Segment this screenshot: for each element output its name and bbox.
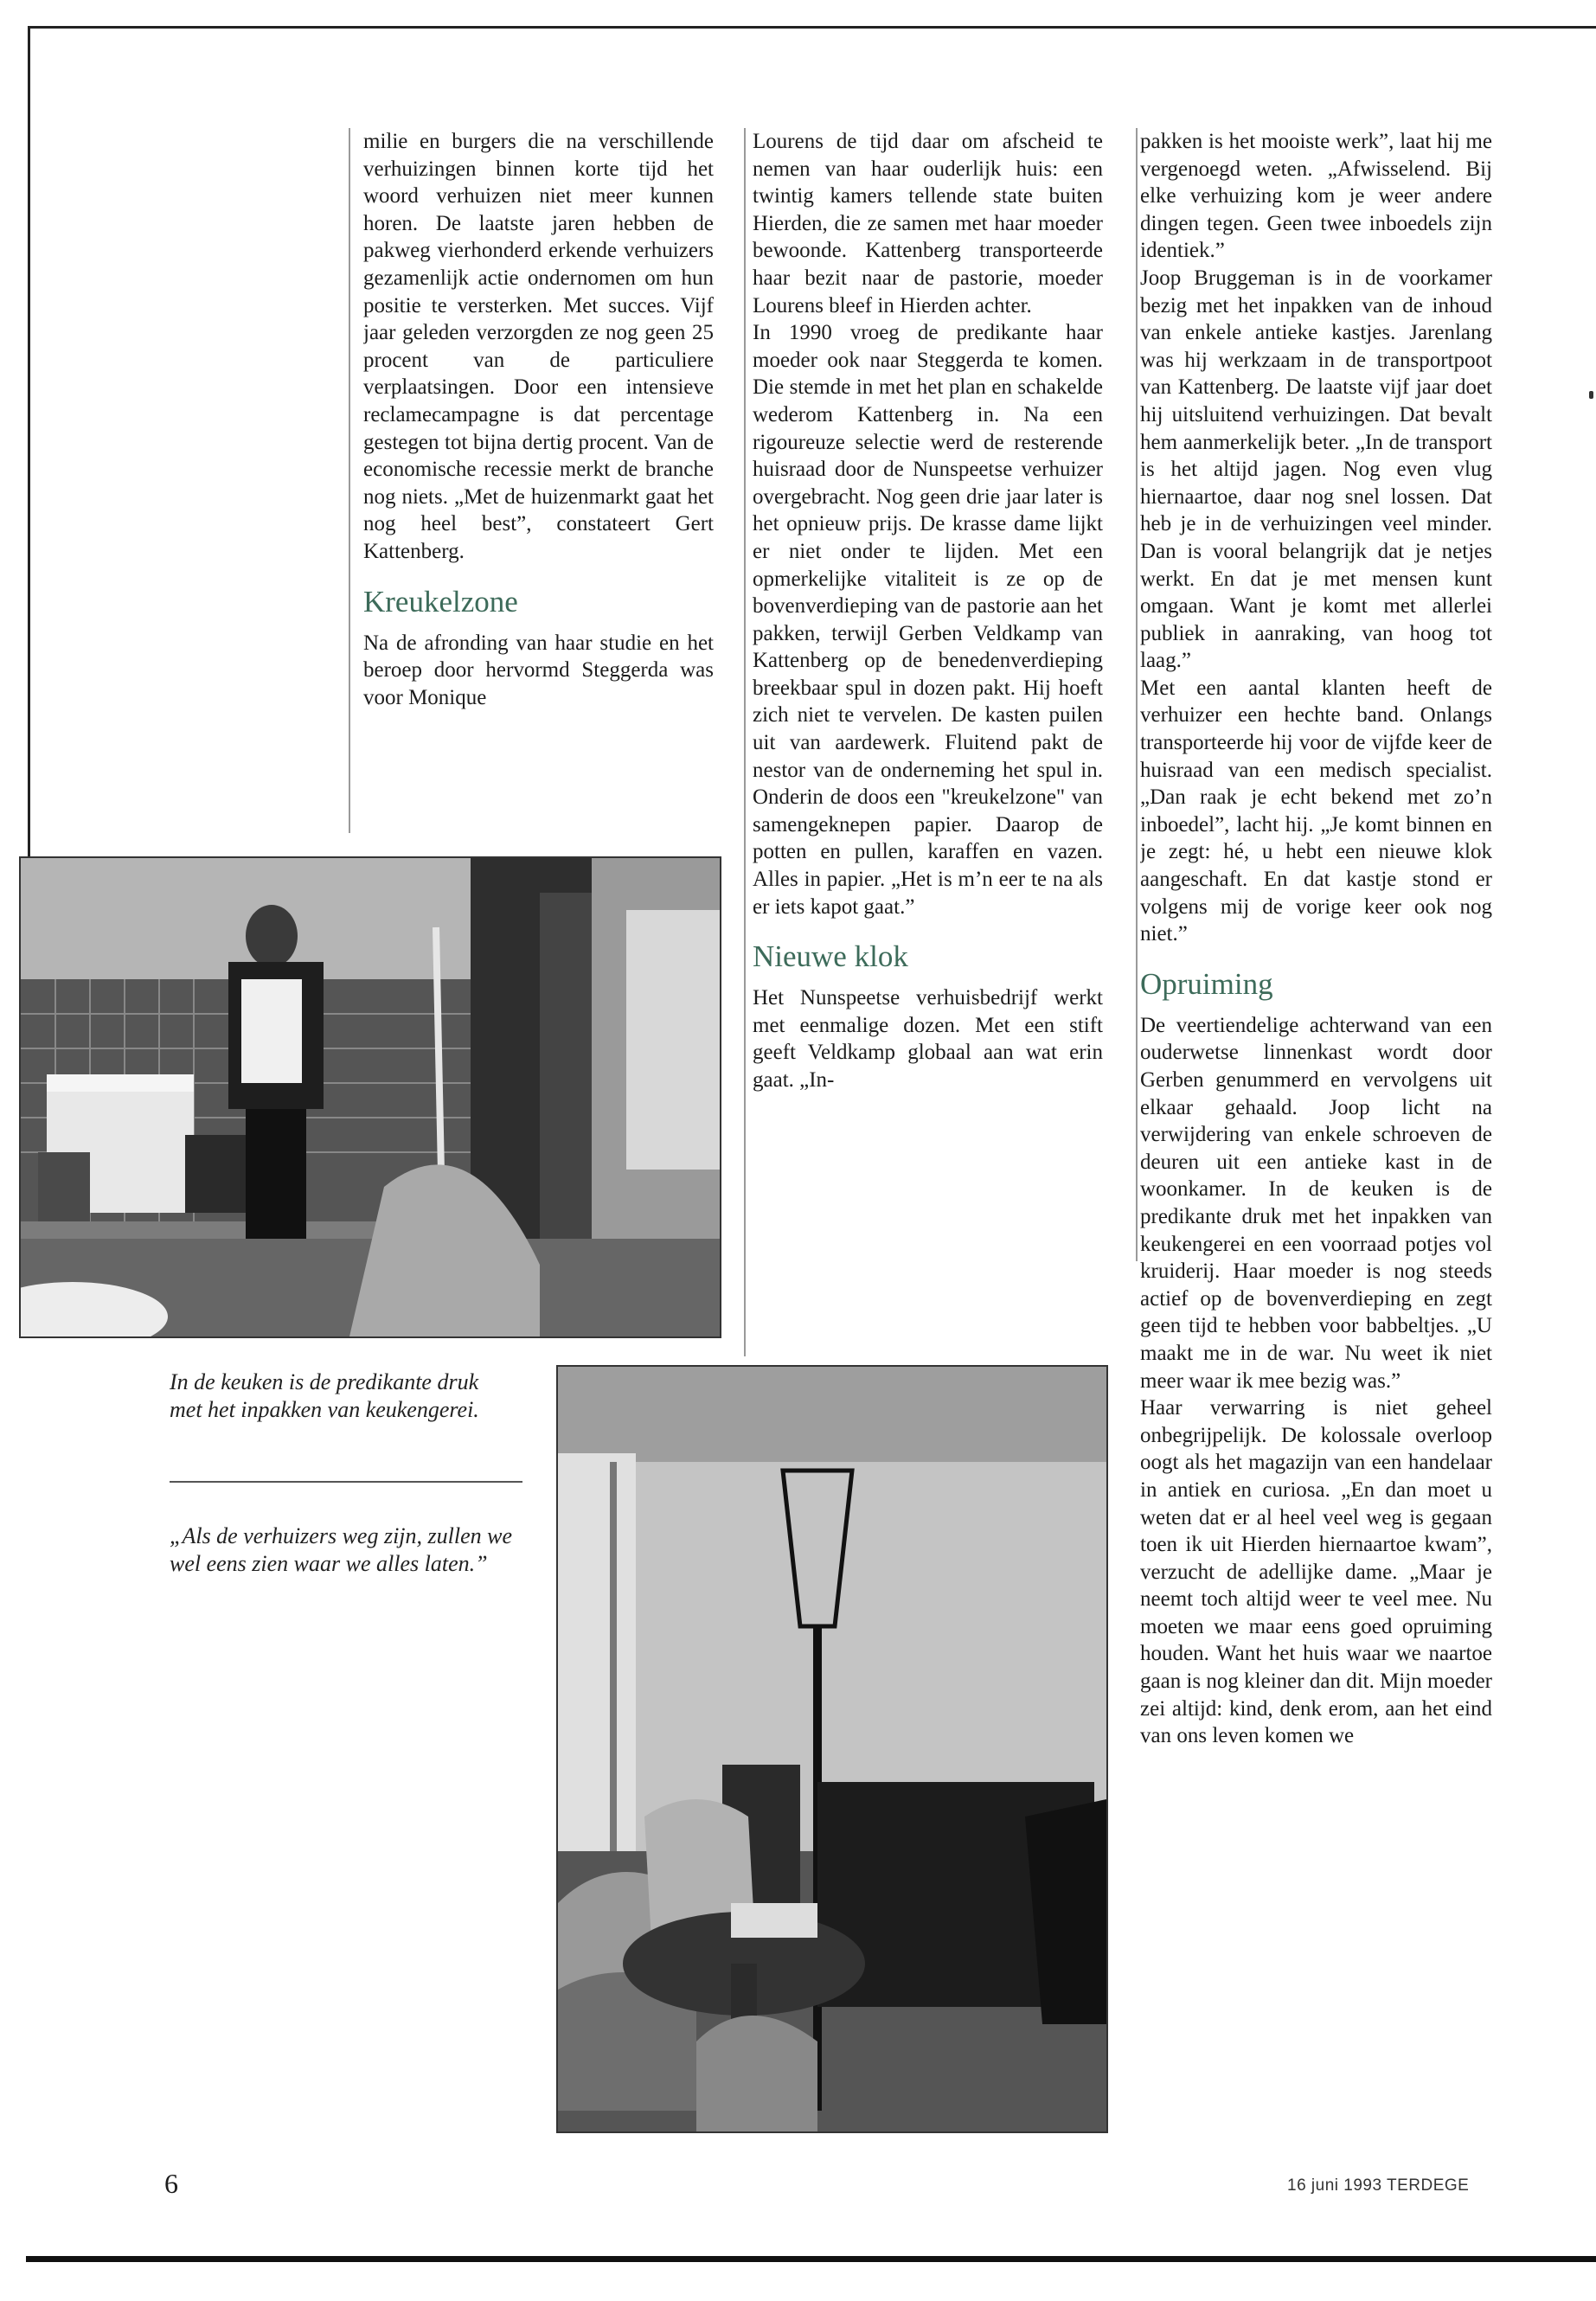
photo-caption: In de keuken is de predikante druk met het inpakken van keukengerei. xyxy=(170,1369,479,1422)
column-rule-1 xyxy=(349,128,350,833)
article-column-3 xyxy=(1140,128,1492,2144)
subheading-nieuwe-klok: Nieuwe klok xyxy=(753,939,908,974)
bottom-border-line xyxy=(26,2256,1596,2262)
subheading-opruiming: Opruiming xyxy=(1140,966,1273,1001)
living-room-photo xyxy=(556,1365,1108,2133)
issue-credit: 16 juni 1993 TERDEGE xyxy=(1287,2176,1470,2195)
paragraph: Haar verwarring is niet geheel onbegrijpelijk. De kolossale overloop oogt als het magazijn van een handelaar in antiek en curiosa. „En dan moet u weten dat er al heel veel weg is gegaan toen ik uit Hierden hiernaartoe kwam”, verzucht de adellijke dame. „Maar je neemt toch altijd weer te veel mee. Nu moeten we maar eens goed opruiming houden. Want het huis waar we naartoe gaan is nog kleiner dan dit. Mijn moeder zei altijd: kind, denk erom, aan het eind van ons leven komen we xyxy=(1140,1396,1492,1748)
column-rule-3 xyxy=(1136,128,1138,1261)
paragraph: Na de afronding van haar studie en het beroep door hervormd Steggerda was voor Monique xyxy=(363,631,714,709)
caption-divider xyxy=(170,1481,522,1483)
paragraph: Met een aantal klanten heeft de verhuizer een hechte band. Onlangs transporteerde hij voor de vijfde keer de huisraad van een medisch specialist. „Dan raak je echt bekend met zo’n inboedel”, lacht hij. „Je komt binnen en je zegt: hé, u hebt een nieuwe klok aangeschaft. En dat kastje stond er volgens mij de vorige keer ook nog niet.” xyxy=(1140,676,1492,946)
paragraph: Het Nunspeetse verhuisbedrijf werkt met eenmalige dozen. Met een stift geeft Veldkamp globaal aan wat erin gaat. „In- xyxy=(753,986,1103,1092)
paragraph: milie en burgers die na verschillende verhuizingen binnen korte tijd het woord verhuizen niet meer kunnen horen. De laatste jaren hebben de pakweg vierhonderd erkende verhuizers gezamenlijk actie ondernomen om hun positie te versterken. Met succes. Vijf jaar geleden verzorgden ze nog geen 25 procent van de particuliere verplaatsingen. Door een intensieve reclamecampagne is dat percentage gestegen tot bijna dertig procent. Van de economische recessie merkt de branche nog niets. „Met de huizenmarkt gaat het nog heel best”, constateert Gert Kattenberg. xyxy=(363,130,714,563)
pull-quote: „Als de verhuizers weg zijn, zullen we wel eens zien waar we alles laten.” xyxy=(170,1523,513,1576)
edge-mark xyxy=(1589,391,1593,399)
article-column-2 xyxy=(753,128,1103,1356)
paragraph: pakken is het mooiste werk”, laat hij me vergenoegd weten. „Afwisselend. Bij elke verhuizing kom je weer andere dingen tegen. Geen twee inboedels zijn identiek.” xyxy=(1140,130,1492,263)
left-border-line xyxy=(28,26,30,869)
column-rule-2 xyxy=(744,128,746,1356)
paragraph: In 1990 vroeg de predikante haar moeder ook naar Steggerda te komen. Die stemde in met het plan en schakelde wederom Kattenberg in. Na een rigoureuze selectie werd de resterende huisraad door de Nunspeetse verhuizer overgebracht. Nog geen drie jaar later is het opnieuw prijs. De krasse dame lijkt er niet onder te lijden. Met een opmerkelijke vitaliteit is ze op de bovenverdieping van de pastorie aan het pakken, terwijl Gerben Veldkamp van Kattenberg op de benedenverdieping breekbaar spul in dozen pakt. Hij hoeft zich niet te vervelen. De kasten puilen uit van aardewerk. Fluitend pakt de nestor van de onderneming het spul in. Onderin de doos een "kreukelzone" van samengeknepen papier. Daarop de potten en pullen, karaffen en vazen. Alles in papier. „Het is m’n eer te na als er iets kapot gaat.” xyxy=(753,321,1103,919)
paragraph: De veertiendelige achterwand van een ouderwetse linnenkast wordt door Gerben genummerd en vervolgens uit elkaar gehaald. Joop licht na verwijdering van enkele schroeven de deuren uit een antieke kast in de woonkamer. In de keuken is de predikante druk met het inpakken van keukengerei en een voorraad potjes vol kruiderij. Haar moeder is nog steeds actief op de bovenverdieping en zegt geen tijd te hebben voor babbeltjes. „U maakt me in de war. Nu weet ik niet meer waar ik mee bezig was.” xyxy=(1140,1013,1492,1393)
paragraph: Joop Bruggeman is in de voorkamer bezig met het inpakken van de inhoud van enkele antieke kastjes. Jarenlang was hij werkzaam in de transportpoot van Kattenberg. De laatste vijf jaar doet hij uitsluitend verhuizingen. Dat bevalt hem aanmerkelijk beter. „In de transport is het altijd jagen. Nog even vlug hiernaartoe, daar nog snel lossen. Dat heb je in de verhuizingen veel minder. Dan is vooral belangrijk dat je netjes werkt. En dat je met mensen kunt omgaan. Want je komt met allerlei publiek in aanraking, van hoog tot laag.” xyxy=(1140,266,1492,673)
top-border-line xyxy=(28,26,1596,29)
paragraph: Lourens de tijd daar om afscheid te nemen van haar ouderlijk huis: een twintig kamers tellende state buiten Hierden, die ze samen met haar moeder bewoonde. Kattenberg transporteerde haar bezit naar de pastorie, moeder Lourens bleef in Hierden achter. xyxy=(753,130,1103,317)
subheading-kreukelzone: Kreukelzone xyxy=(363,584,518,619)
kitchen-photo xyxy=(19,856,721,1338)
page-number: 6 xyxy=(164,2168,178,2199)
article-column-1 xyxy=(363,128,714,837)
